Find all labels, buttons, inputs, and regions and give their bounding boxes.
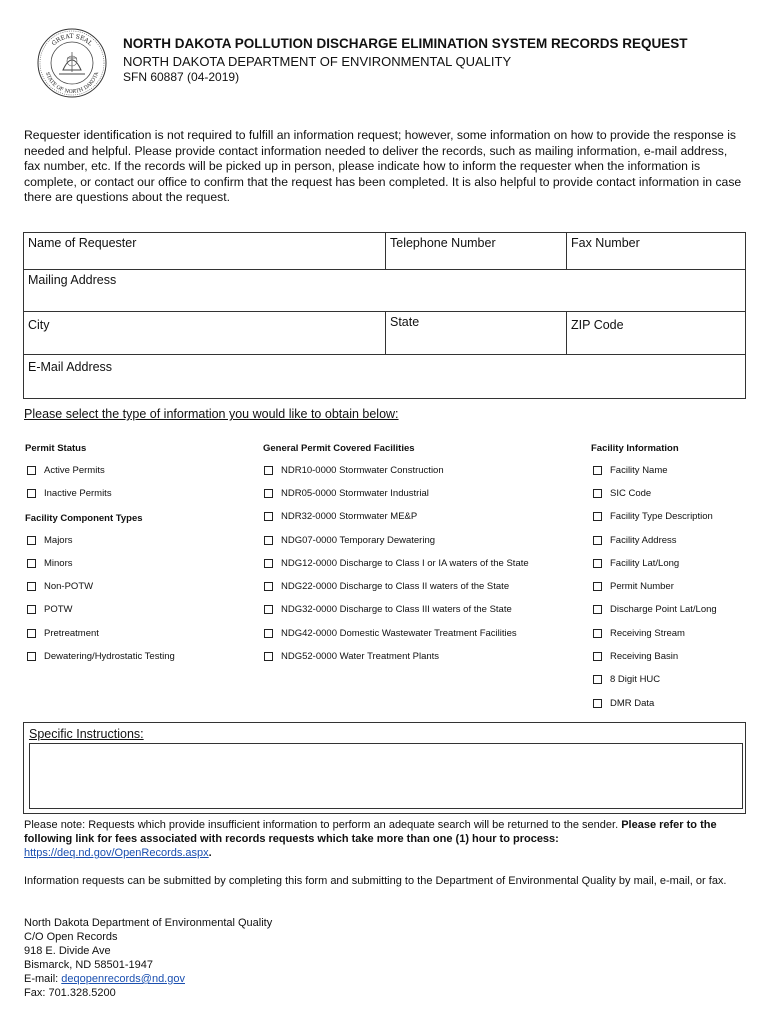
address-line: C/O Open Records xyxy=(24,931,118,943)
fee-note: Please note: Requests which provide insufficient information to perform an adequate search will be returned to the sender. Please refer to the following link for fees associated with records requests which take more than one (1) hour to process: https://deq.nd.gov/OpenRecords.aspx. xyxy=(24,819,717,859)
facility-information-option[interactable] xyxy=(593,628,685,639)
option-label: Inactive Permits xyxy=(44,488,112,499)
name-of-requester-field[interactable] xyxy=(24,233,385,269)
facility-information-option[interactable] xyxy=(593,651,678,662)
facility-component-types-option[interactable] xyxy=(27,558,73,569)
general-permit-option[interactable] xyxy=(264,581,509,592)
facility-component-types-option[interactable] xyxy=(27,581,93,592)
option-label: Non-POTW xyxy=(44,581,94,592)
option-label: Pretreatment xyxy=(44,628,99,639)
option-label: Minors xyxy=(44,558,73,569)
mailing-address-field[interactable] xyxy=(24,270,745,311)
option-label: NDG22-0000 Discharge to Class II waters of the State xyxy=(281,581,510,592)
permit-status-heading: Permit Status xyxy=(25,443,87,454)
facility-information-option[interactable] xyxy=(593,511,713,522)
option-label: NDG32-0000 Discharge to Class III waters of the State xyxy=(281,604,512,615)
general-permit-option[interactable] xyxy=(264,511,417,522)
option-label: Receiving Stream xyxy=(610,628,685,639)
email-field[interactable] xyxy=(24,355,745,398)
svg-text:STATE OF NORTH DAKOTA: STATE OF NORTH DAKOTA xyxy=(43,71,101,96)
facility-information-option[interactable] xyxy=(593,604,717,615)
option-label: NDG12-0000 Discharge to Class I or IA waters of the State xyxy=(281,558,529,569)
mailing-address-label: Mailing Address xyxy=(28,273,117,287)
option-label: Majors xyxy=(44,535,73,546)
facility-information-option[interactable] xyxy=(593,698,654,709)
option-label: NDG07-0000 Temporary Dewatering xyxy=(281,535,436,546)
checkbox[interactable] xyxy=(27,559,36,568)
checkbox[interactable] xyxy=(264,582,273,591)
email-link[interactable]: deqopenrecords@nd.gov xyxy=(61,973,185,985)
requester-info-grid xyxy=(23,232,746,399)
fax-label: Fax Number xyxy=(571,236,640,250)
facility-component-types-option[interactable] xyxy=(27,535,73,546)
general-permit-option[interactable] xyxy=(264,465,444,476)
address-line: Bismarck, ND 58501-1947 xyxy=(24,959,154,971)
general-permit-option[interactable] xyxy=(264,651,439,662)
state-seal-logo xyxy=(37,28,107,98)
facility-information-option[interactable] xyxy=(593,558,679,569)
specific-instructions-input[interactable] xyxy=(29,743,743,809)
option-label: NDR32-0000 Stormwater ME&P xyxy=(281,511,418,522)
checkbox[interactable] xyxy=(593,652,602,661)
checkbox[interactable] xyxy=(27,582,36,591)
checkbox[interactable] xyxy=(27,629,36,638)
fax-line: Fax: 701.328.5200 xyxy=(24,987,116,999)
checkbox[interactable] xyxy=(264,489,273,498)
checkbox[interactable] xyxy=(264,652,273,661)
email-label: E-Mail Address xyxy=(28,360,113,374)
checkbox[interactable] xyxy=(593,536,602,545)
option-label: Facility Name xyxy=(610,465,668,476)
facility-information-option[interactable] xyxy=(593,581,674,592)
facility-component-types-option[interactable] xyxy=(27,604,73,615)
option-label: DMR Data xyxy=(610,698,655,709)
mailing-address-block xyxy=(24,916,272,1000)
checkbox[interactable] xyxy=(593,699,602,708)
form-title: NORTH DAKOTA POLLUTION DISCHARGE ELIMINATION SYSTEM RECORDS REQUEST xyxy=(123,36,688,51)
email-line: E-mail: deqopenrecords@nd.gov xyxy=(24,973,185,985)
checkbox[interactable] xyxy=(593,629,602,638)
option-label: Facility Address xyxy=(610,535,677,546)
department-name: NORTH DAKOTA DEPARTMENT OF ENVIRONMENTAL QUALITY xyxy=(123,54,512,69)
checkbox[interactable] xyxy=(264,605,273,614)
option-label: 8 Digit HUC xyxy=(610,674,661,685)
checkbox[interactable] xyxy=(593,605,602,614)
submission-text: Information requests can be submitted by completing this form and submitting to the Department of Environmental Quality by mail, e-mail, or fax. xyxy=(24,875,727,887)
facility-information-heading: Facility Information xyxy=(591,443,679,454)
checkbox[interactable] xyxy=(593,559,602,568)
option-label: Dewatering/Hydrostatic Testing xyxy=(44,651,175,662)
general-permit-option[interactable] xyxy=(264,535,435,546)
form-number: SFN 60887 (04-2019) xyxy=(123,70,240,84)
city-label: City xyxy=(28,318,50,332)
option-label: NDG42-0000 Domestic Wastewater Treatment Facilities xyxy=(281,628,517,639)
option-label: Discharge Point Lat/Long xyxy=(610,604,717,615)
option-label: Active Permits xyxy=(44,465,105,476)
option-label: SIC Code xyxy=(610,488,652,499)
note-bold-text: Please refer to the following link for fees associated with records requests which take more than one (1) hour to process: xyxy=(24,819,717,845)
option-label: Facility Lat/Long xyxy=(610,558,680,569)
checkbox[interactable] xyxy=(27,536,36,545)
checkbox[interactable] xyxy=(264,559,273,568)
facility-component-types-option[interactable] xyxy=(27,628,99,639)
option-label: Receiving Basin xyxy=(610,651,679,662)
checkbox[interactable] xyxy=(264,512,273,521)
facility-information-option[interactable] xyxy=(593,465,668,476)
fax-field[interactable] xyxy=(567,233,745,269)
intro-paragraph: Requester identification is not required to fulfill an information request; however, some information on how to provide the response is needed and helpful. Please provide contact information needed to deliver the records, such as mailing information, e-mail address, fax number, etc. If the records will be picked up in person, please indicate how to inform the requester when the information is complete, or contact our office to confirm that the request has been completed. It is also helpful to provide contact information in case there are questions about the request. xyxy=(24,128,742,204)
telephone-field[interactable] xyxy=(386,233,566,269)
checkbox[interactable] xyxy=(264,536,273,545)
general-permit-option[interactable] xyxy=(264,558,529,569)
select-prompt: Please select the type of information you would like to obtain below: xyxy=(24,407,399,421)
checkbox[interactable] xyxy=(593,512,602,521)
open-records-link[interactable]: https://deq.nd.gov/OpenRecords.aspx xyxy=(24,847,209,859)
option-label: NDG52-0000 Water Treatment Plants xyxy=(281,651,440,662)
state-field[interactable] xyxy=(386,312,566,354)
name-label: Name of Requester xyxy=(28,236,137,250)
checkbox[interactable] xyxy=(593,675,602,684)
option-label: NDR05-0000 Stormwater Industrial xyxy=(281,488,429,499)
telephone-label: Telephone Number xyxy=(390,236,496,250)
checkbox[interactable] xyxy=(27,489,36,498)
address-line: North Dakota Department of Environmental Quality xyxy=(24,917,273,929)
general-permit-option[interactable] xyxy=(264,628,517,639)
option-label: POTW xyxy=(44,604,73,615)
facility-component-types-option[interactable] xyxy=(27,651,175,662)
general-permit-heading: General Permit Covered Facilities xyxy=(263,443,415,454)
permit-status-option[interactable] xyxy=(27,465,105,476)
checkbox[interactable] xyxy=(27,466,36,475)
option-label: Permit Number xyxy=(610,581,674,592)
facility-component-heading: Facility Component Types xyxy=(25,513,143,524)
state-label: State xyxy=(390,315,420,329)
note-text: Please note: Requests which provide insufficient information to perform an adequate search will be returned to the sender. xyxy=(24,819,622,831)
checkbox[interactable] xyxy=(593,466,602,475)
general-permit-option[interactable] xyxy=(264,488,429,499)
checkbox[interactable] xyxy=(27,605,36,614)
zip-field[interactable] xyxy=(567,312,745,354)
facility-information-option[interactable] xyxy=(593,488,651,499)
zip-label: ZIP Code xyxy=(571,318,624,332)
svg-text:GREAT SEAL: GREAT SEAL xyxy=(50,32,94,48)
option-label: NDR10-0000 Stormwater Construction xyxy=(281,465,444,476)
specific-instructions-label: Specific Instructions: xyxy=(29,727,144,741)
checkbox[interactable] xyxy=(27,652,36,661)
facility-information-option[interactable] xyxy=(593,674,660,685)
city-field[interactable] xyxy=(24,312,385,354)
option-label: Facility Type Description xyxy=(610,511,713,522)
checkbox[interactable] xyxy=(264,466,273,475)
permit-status-option[interactable] xyxy=(27,488,112,499)
general-permit-option[interactable] xyxy=(264,604,512,615)
checkbox[interactable] xyxy=(593,582,602,591)
checkbox[interactable] xyxy=(264,629,273,638)
checkbox[interactable] xyxy=(593,489,602,498)
address-line: 918 E. Divide Ave xyxy=(24,945,111,957)
facility-information-option[interactable] xyxy=(593,535,677,546)
